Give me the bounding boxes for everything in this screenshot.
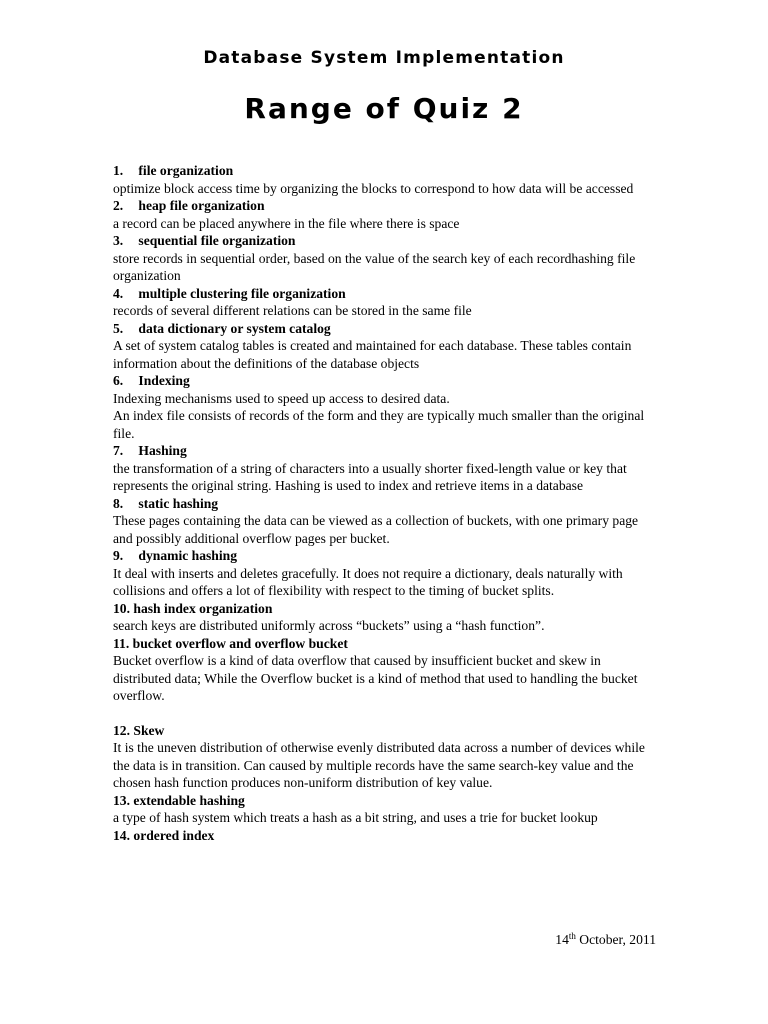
- topic-title: data dictionary or system catalog: [138, 320, 331, 336]
- document-title: Range of Quiz 2: [244, 92, 524, 125]
- topic-number: 14.: [113, 827, 130, 843]
- topic-item-9: [113, 547, 661, 600]
- date-month-year: October, 2011: [575, 932, 656, 947]
- topic-heading: [113, 285, 661, 303]
- topic-number: 11.: [113, 635, 130, 651]
- topic-title: Indexing: [138, 373, 190, 388]
- topic-heading: [113, 722, 661, 740]
- topic-title: dynamic hashing: [138, 548, 237, 563]
- topic-heading: [113, 495, 661, 513]
- topic-description: Bucket overflow is a kind of data overflow that caused by insufficient bucket and skew in distributed data; While the Overflow bucket is a kind of method that used to handling the bucket overflow.: [113, 653, 638, 703]
- topic-item-2: [113, 197, 661, 232]
- topic-title: Hashing: [138, 443, 187, 458]
- topic-description: A set of system catalog tables is created and maintained for each database. These tables contain information about the definitions of the database objects: [113, 338, 632, 371]
- topic-title: heap file organization: [138, 198, 265, 213]
- topic-title: file organization: [138, 163, 234, 178]
- topic-item-6: [113, 372, 661, 442]
- topic-title: hash index organization: [133, 600, 273, 616]
- topic-description: a record can be placed anywhere in the file where there is space: [113, 215, 460, 231]
- topic-title: static hashing: [138, 495, 219, 511]
- topic-item-5: [113, 320, 661, 373]
- topic-heading: [113, 232, 661, 250]
- topic-number: 2.: [113, 198, 124, 213]
- topic-item-10: [113, 600, 661, 635]
- topic-heading: [113, 372, 661, 390]
- topic-heading: [113, 600, 661, 618]
- topic-description: Indexing mechanisms used to speed up access to desired data.: [113, 390, 450, 406]
- topic-description: a type of hash system which treats a hash as a bit string, and uses a trie for bucket lookup: [113, 810, 598, 825]
- topic-description: the transformation of a string of characters into a usually shorter fixed-length value or key that represents the original string. Hashing is used to index and retrieve items in a database: [113, 460, 627, 493]
- document-date: [555, 932, 656, 948]
- topic-number: 3.: [113, 233, 124, 248]
- topic-heading: [113, 162, 661, 180]
- topic-number: 6.: [113, 373, 124, 388]
- topic-heading: [113, 197, 661, 215]
- topic-number: 13.: [113, 792, 130, 808]
- topic-number: 7.: [113, 443, 124, 458]
- topic-number: 8.: [113, 495, 124, 511]
- topic-item-4: [113, 285, 661, 320]
- date-day: 14: [555, 932, 569, 947]
- topic-description: store records in sequential order, based on the value of the search key of each recordhashing file organization: [113, 250, 636, 283]
- topic-item-8: [113, 495, 661, 548]
- topic-number: 5.: [113, 320, 124, 336]
- topic-number: 4.: [113, 285, 124, 301]
- topic-description: records of several different relations can be stored in the same file: [113, 303, 472, 318]
- topic-heading: [113, 792, 661, 810]
- topic-description: These pages containing the data can be viewed as a collection of buckets, with one primary page and possibly additional overflow pages per bucket.: [113, 513, 639, 546]
- topic-heading: [113, 442, 661, 460]
- topic-number: 10.: [113, 600, 130, 616]
- topic-number: 1.: [113, 163, 124, 178]
- topic-item-3: [113, 232, 661, 285]
- topic-title: multiple clustering file organization: [138, 285, 346, 301]
- topic-title: sequential file organization: [138, 233, 296, 248]
- topic-number: 12.: [113, 722, 130, 738]
- quiz-topic-list: [113, 162, 661, 844]
- topic-description: It is the uneven distribution of otherwise evenly distributed data across a number of devices while the data is in transition. Can caused by multiple records have the same search-key value and the chosen hash function produces non-uniform distribution of key value.: [113, 740, 645, 790]
- topic-description: search keys are distributed uniformly across “buckets” using a “hash function”.: [113, 618, 545, 633]
- topic-title: bucket overflow and overflow bucket: [132, 635, 348, 651]
- topic-item-7: [113, 442, 661, 495]
- date-ordinal-suffix: th: [568, 931, 576, 941]
- topic-title: extendable hashing: [133, 792, 245, 808]
- topic-heading: [113, 635, 661, 653]
- topic-number: 9.: [113, 548, 124, 563]
- topic-title: Skew: [133, 722, 165, 738]
- topic-item-13: [113, 792, 661, 827]
- topic-description: optimize block access time by organizing the blocks to correspond to how data will be accessed: [113, 180, 634, 196]
- topic-heading: [113, 547, 661, 565]
- topic-item-11: [113, 635, 661, 705]
- topic-item-12: [113, 722, 661, 792]
- topic-item-1: [113, 162, 661, 197]
- document-subtitle: Database System Implementation: [203, 48, 565, 68]
- topic-description: It deal with inserts and deletes gracefully. It does not require a dictionary, deals naturally with collisions and offers a lot of flexibility with respect to the timing of bucket splits.: [113, 565, 623, 598]
- topic-heading: [113, 827, 661, 845]
- topic-item-14: [113, 827, 661, 845]
- topic-heading: [113, 320, 661, 338]
- topic-title: ordered index: [133, 827, 215, 843]
- topic-description: An index file consists of records of the form and they are typically much smaller than the original file.: [113, 408, 645, 441]
- blank-line: [113, 705, 661, 722]
